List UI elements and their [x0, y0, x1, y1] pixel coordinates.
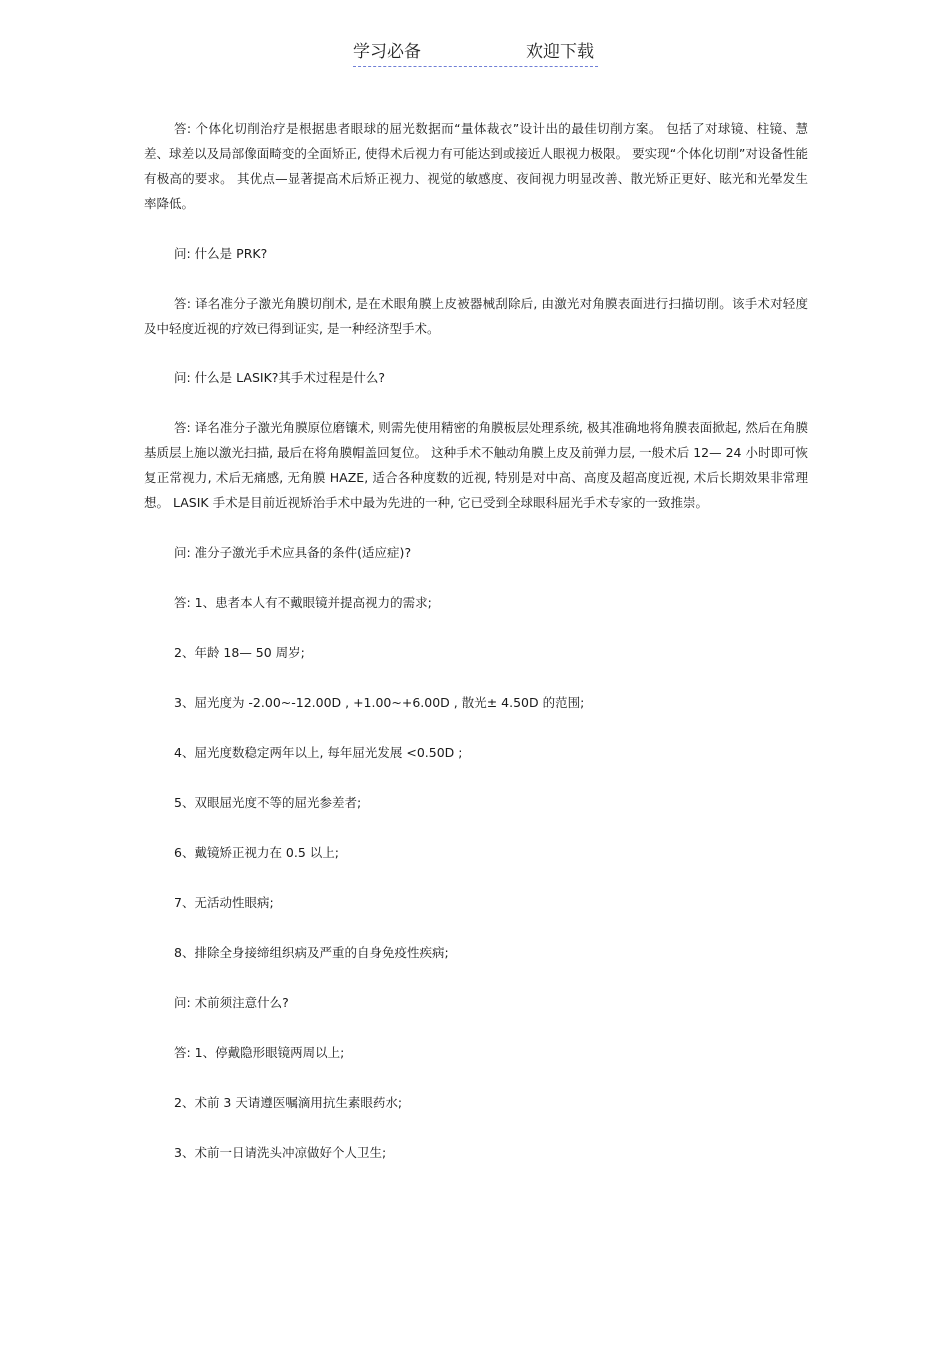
header-left-text: 学习必备: [353, 42, 421, 62]
answer-paragraph: 答: 译名准分子激光角膜原位磨镶术, 则需先使用精密的角膜板层处理系统, 极其准确地将角膜表面掀起, 然后在角膜基质层上施以激光扫描, 最后在将角膜帽盖回复位。 这种手术不触动角膜上皮及前弹力层, 一般术后 12— 24 小时即可恢复正常视力, 术后无痛感, 无角膜 HAZE, 适合各种度数的近视, 特别是对中高、高度及超高度近视, 术后长期效果非常理想。 LASIK 手术是目前近视矫治手术中最为先进的一种, 它已受到全球眼科屈光手术专家的一致推崇。: [144, 420, 808, 510]
question-line: 问: 术前须注意什么?: [174, 994, 289, 1010]
list-item: 答: 1、患者本人有不戴眼镜并提高视力的需求;: [174, 594, 432, 610]
list-item: 6、戴镜矫正视力在 0.5 以上;: [174, 844, 339, 860]
answer-paragraph: 答: 个体化切削治疗是根据患者眼球的屈光数据而“量体裁衣”设计出的最佳切削方案。 包括了对球镜、柱镜、慧差、球差以及局部像面畸变的全面矫正, 使得术后视力有可能达到或接近人眼视力极限。 要实现“个体化切削”对设备性能有极高的要求。 其优点—显著提高术后矫正视力、视觉的敏感度、夜间视力明显改善、散光矫正更好、眩光和光晕发生率降低。: [144, 121, 808, 211]
list-item: 4、屈光度数稳定两年以上, 每年屈光发展 <0.50D ;: [174, 744, 463, 760]
list-item: 7、无活动性眼病;: [174, 894, 274, 910]
list-item: 8、排除全身接缔组织病及严重的自身免疫性疾病;: [174, 944, 449, 960]
list-item: 2、术前 3 天请遵医嘱滴用抗生素眼药水;: [174, 1094, 403, 1110]
list-item: 答: 1、停戴隐形眼镜两周以上;: [174, 1044, 345, 1060]
document-body: [144, 116, 808, 1190]
list-item: 5、双眼屈光度不等的屈光参差者;: [174, 794, 362, 810]
list-item: 3、术前一日请洗头冲凉做好个人卫生;: [174, 1144, 387, 1160]
header-right-text: 欢迎下载: [526, 42, 594, 62]
list-item: 2、年龄 18— 50 周岁;: [174, 644, 305, 660]
question-line: 问: 什么是 PRK?: [174, 245, 268, 261]
answer-paragraph: 答: 译名准分子激光角膜切削术, 是在术眼角膜上皮被器械刮除后, 由激光对角膜表面进行扫描切削。该手术对轻度及中轻度近视的疗效已得到证实, 是一种经济型手术。: [144, 295, 808, 336]
list-item: 3、屈光度为 -2.00~-12.00D , +1.00~+6.00D , 散光± 4.50D 的范围;: [174, 694, 585, 710]
page-header: [353, 40, 598, 67]
question-line: 问: 准分子激光手术应具备的条件(适应症)?: [174, 544, 412, 560]
question-line: 问: 什么是 LASIK?其手术过程是什么?: [174, 370, 386, 385]
